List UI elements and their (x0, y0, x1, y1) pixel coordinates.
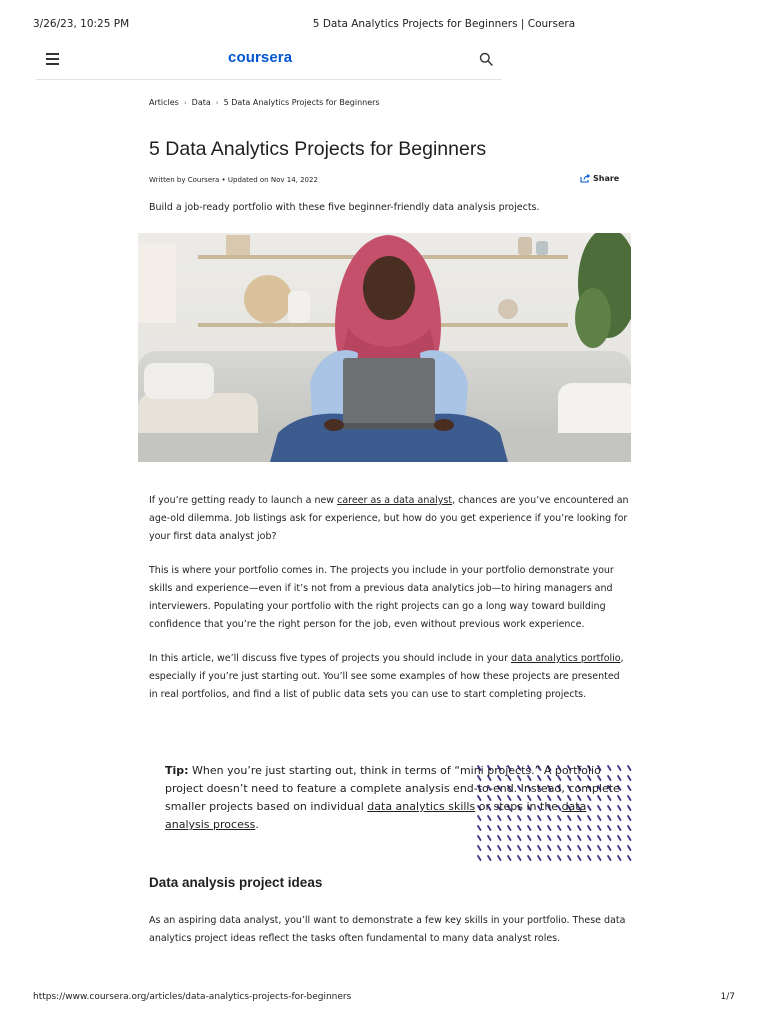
link-data-analysis-process[interactable]: data analysis process (165, 800, 587, 831)
chevron-right-icon: › (215, 99, 219, 107)
paragraph-portfolio: This is where your portfolio comes in. The projects you include in your portfolio demonstrate your skills and experience—even if it’s not from a previous data analytics job—to hiring managers and interviewers. Populating your portfolio with the right projects can go a long way toward building confidence that you’re the right person for the job, even without previous work experience. (149, 565, 614, 630)
chevron-right-icon: › (183, 99, 187, 107)
article-title: 5 Data Analytics Projects for Beginners (149, 138, 487, 160)
search-icon[interactable] (479, 52, 493, 66)
print-url: https://www.coursera.org/articles/data-analytics-projects-for-beginners (33, 992, 352, 1002)
print-page-number: 1/7 (720, 992, 735, 1002)
share-button[interactable] (580, 174, 619, 183)
link-data-analytics-portfolio[interactable]: data analytics portfolio (511, 653, 621, 664)
share-icon (580, 174, 590, 183)
breadcrumb-articles[interactable]: Articles (149, 98, 179, 107)
print-header (0, 18, 768, 32)
print-page-title: 5 Data Analytics Projects for Beginners | Coursera (312, 18, 576, 30)
breadcrumb-current-article: 5 Data Analytics Projects for Beginners (223, 98, 380, 107)
tip-label: Tip: (165, 764, 189, 777)
breadcrumb-data[interactable]: Data (191, 98, 211, 107)
link-data-analytics-skills[interactable]: data analytics skills (367, 800, 476, 813)
article-byline: Written by Coursera • Updated on Nov 14, 2022 (149, 176, 318, 184)
paragraph-project-ideas: As an aspiring data analyst, you’ll want to demonstrate a few key skills in your portfolio. These data analytics project ideas reflect the tasks often fundamental to many data analyst roles. (149, 915, 626, 944)
article-subtitle: Build a job-ready portfolio with these five beginner-friendly data analysis projects. (149, 202, 540, 213)
coursera-logo[interactable]: coursera (228, 49, 293, 66)
hero-image (138, 233, 631, 462)
paragraph-intro: If you’re getting ready to launch a new career as a data analyst, chances are you’ve encountered an age-old dilemma. Job listings ask for experience, but how do you get experience if you’re looking for your first data analyst job? (149, 495, 629, 542)
link-career-as-a-data-analyst[interactable]: career as a data analyst (337, 495, 453, 506)
share-label: Share (593, 174, 620, 183)
top-navigation-bar (36, 40, 502, 80)
print-datetime: 3/26/23, 10:25 PM (33, 18, 130, 30)
section-heading: Data analysis project ideas (149, 875, 323, 890)
paragraph-article-overview: In this article, we’ll discuss five types of projects you should include in your data analytics portfolio, especially if you’re just starting out. You’ll see some examples of how these projects are presented in real portfolios, and find a list of public data sets you can use to start completing projects. (149, 653, 624, 700)
tip-callout: Tip: When you’re just starting out, think in terms of “mini projects.” A portfolio project doesn’t need to feature a complete analysis end-to-end. Instead, complete smaller projects based on individual data analytics skills or steps in the data analysis process. (165, 764, 620, 831)
hamburger-menu-icon[interactable] (46, 53, 59, 64)
breadcrumb (149, 98, 380, 107)
